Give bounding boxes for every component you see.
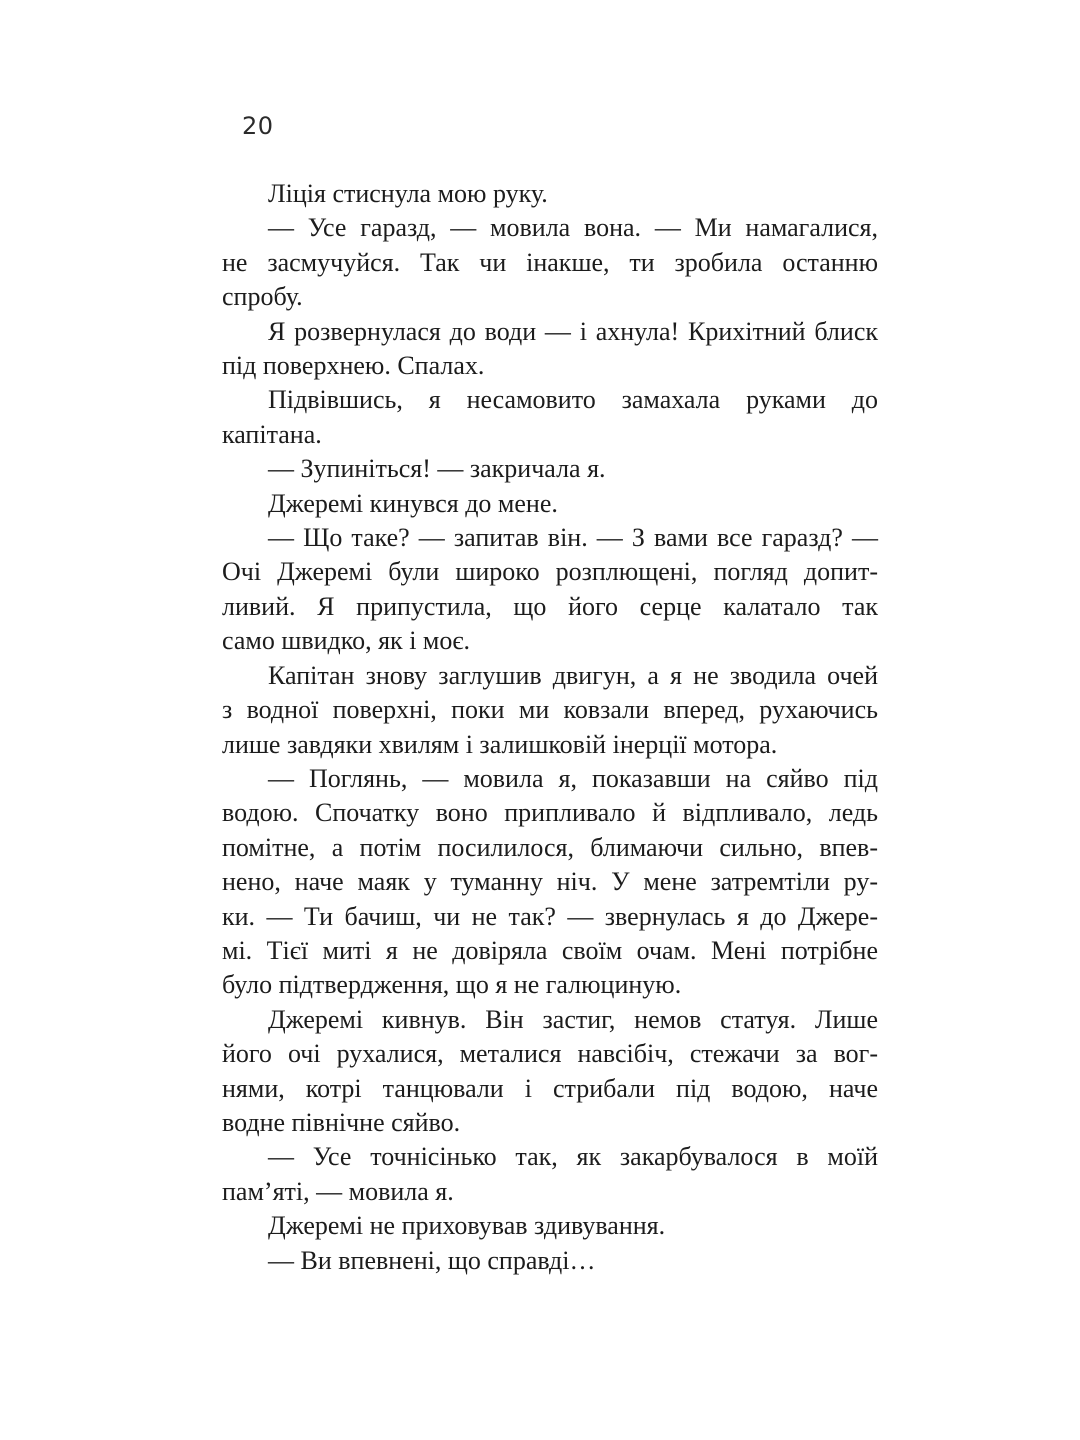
paragraph bbox=[222, 487, 878, 521]
text-line: капітана. bbox=[222, 419, 322, 449]
paragraph bbox=[222, 383, 878, 452]
text-line: водою. Спочатку воно припливало й відпливало, ледь bbox=[222, 798, 878, 828]
paragraph bbox=[222, 315, 878, 384]
paragraph bbox=[222, 1209, 878, 1243]
text-line: — Що таке? — запитав він. — З вами все гаразд? — bbox=[268, 523, 878, 553]
text-line: Очі Джеремі були широко розплющені, погляд допит- bbox=[222, 557, 878, 587]
text-line: Ліція стиснула мою руку. bbox=[268, 179, 548, 208]
page-number: 20 bbox=[242, 112, 274, 140]
text-line: з водної поверхні, поки ми ковзали вперед, рухаючись bbox=[222, 695, 878, 725]
text-line: — Зупиніться! — закричала я. bbox=[268, 454, 606, 484]
text-line: — Ви впевнені, що справді… bbox=[268, 1245, 596, 1275]
text-line: нено, наче маяк у туманну ніч. У мене затремтіли ру- bbox=[222, 867, 878, 897]
text-line: — Поглянь, — мовила я, показавши на сяйво під bbox=[268, 763, 878, 793]
text-line: Джеремі не приховував здивування. bbox=[268, 1211, 666, 1241]
text-line: спробу. bbox=[222, 282, 303, 312]
paragraph bbox=[222, 177, 878, 211]
paragraph bbox=[222, 452, 878, 486]
paragraph bbox=[222, 659, 878, 762]
text-line: Підвівшись, я несамовито замахала руками до bbox=[268, 385, 878, 415]
paragraph bbox=[222, 1140, 878, 1209]
paragraph bbox=[222, 521, 878, 659]
text-line: мі. Тієї миті я не довіряла своїм очам. Мені потрібне bbox=[222, 935, 878, 965]
text-line: — Усе точнісінько так, як закарбувалося в моїй bbox=[268, 1142, 878, 1172]
text-line: пам’яті, — мовила я. bbox=[222, 1176, 454, 1206]
paragraph bbox=[222, 1244, 878, 1278]
text-line: його очі рухалися, металися навсібіч, стежачи за вог- bbox=[222, 1039, 878, 1069]
text-line: Капітан знову заглушив двигун, а я не зводила очей bbox=[268, 660, 878, 690]
text-line: помітне, а потім посилилося, блимаючи сильно, впев- bbox=[222, 832, 878, 862]
text-line: ливий. Я припустила, що його серце калатало так bbox=[222, 591, 878, 621]
text-line: ки. — Ти бачиш, чи не так? — звернулась я до Джере- bbox=[222, 901, 878, 931]
text-line: лише завдяки хвилям і залишковій інерції мотора. bbox=[222, 729, 778, 759]
text-line: не засмучуйся. Так чи інакше, ти зробила останню bbox=[222, 247, 878, 277]
text-line: було підтвердження, що я не галюциную. bbox=[222, 970, 682, 1000]
text-line: — Усе гаразд, — мовила вона. — Ми намагалися, bbox=[268, 213, 878, 243]
text-line: нями, котрі танцювали і стрибали під водою, наче bbox=[222, 1073, 878, 1103]
text-line: водне північне сяйво. bbox=[222, 1107, 461, 1137]
paragraph bbox=[222, 211, 878, 314]
text-line: Я розвернулася до води — і ахнула! Крихітний блиск bbox=[268, 316, 878, 346]
text-line: під поверхнею. Спалах. bbox=[222, 351, 485, 381]
text-line: Джеремі кинувся до мене. bbox=[268, 488, 558, 518]
paragraph bbox=[222, 1003, 878, 1141]
text-body bbox=[222, 177, 878, 1278]
text-line: Джеремі кивнув. Він застиг, немов статуя. Лише bbox=[268, 1004, 878, 1034]
text-line: само швидко, як і моє. bbox=[222, 626, 471, 656]
paragraph bbox=[222, 762, 878, 1003]
